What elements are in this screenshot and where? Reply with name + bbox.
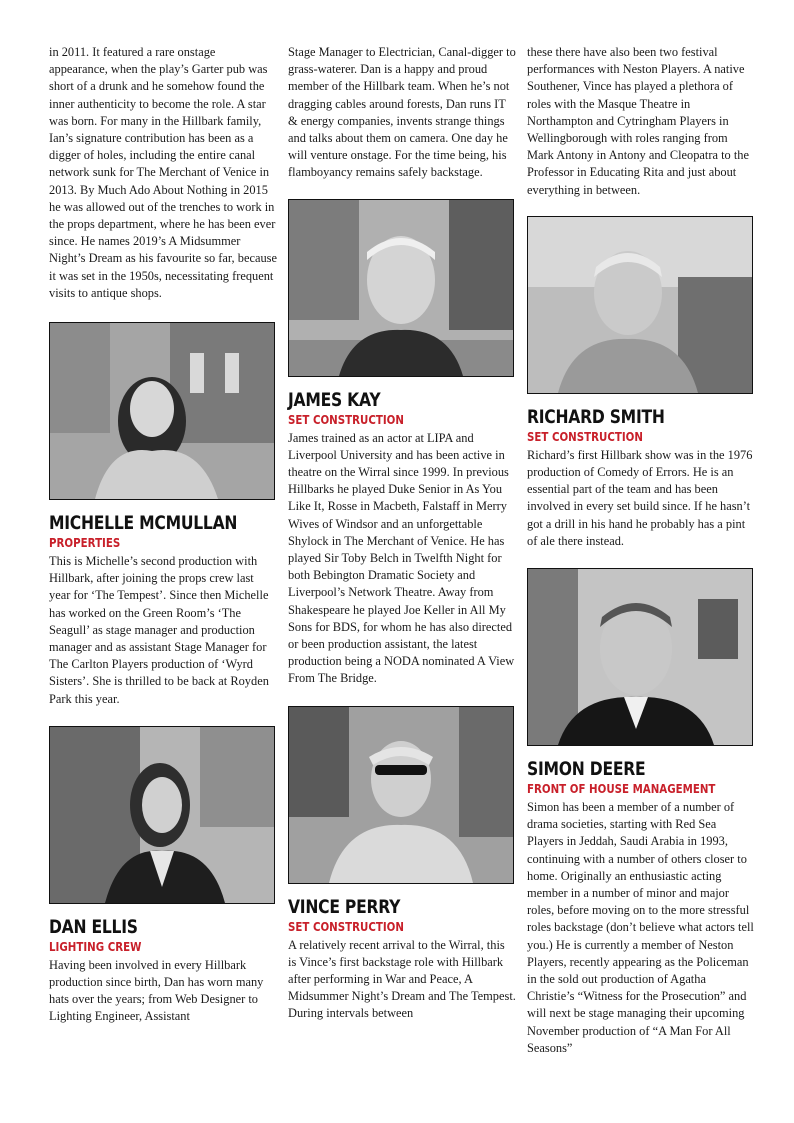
profile-role: PROPERTIES [49, 535, 121, 551]
simon-deere-photo [527, 568, 753, 746]
profile-name: DAN ELLIS [49, 915, 138, 938]
profile-bio: A relatively recent arrival to the Wirral, this is Vince’s first backstage role with Hillbark after performing in War and Peace, A Midsummer Night’s Dream and The Tempest. During intervals between [288, 937, 516, 1021]
profile-role: LIGHTING CREW [49, 938, 142, 954]
column-2 [288, 44, 516, 1023]
james-kay-photo [288, 199, 514, 377]
profile-name: SIMON DEERE [527, 758, 646, 781]
continued-bio-text: Stage Manager to Electrician, Canal-digger to grass-waterer. Dan is a happy and proud member of the Hillbark team. When he’s not dragging cables around forests, Dan runs IT & energy companies, invents strange things and talks about them on camera. One day he will venture onstage. For the time being, his flamboyancy remains safely backstage. [288, 45, 516, 180]
profile-name: VINCE PERRY [288, 895, 401, 918]
profile-role: FRONT OF HOUSE MANAGEMENT [527, 781, 716, 797]
column-1 [49, 44, 277, 1026]
column-3 [527, 44, 755, 1057]
richard-smith-photo [527, 216, 753, 394]
profile-role: SET CONSTRUCTION [527, 428, 643, 444]
vince-perry-photo [288, 706, 514, 884]
profile-bio: James trained as an actor at LIPA and Liverpool University and has been active in theatre on the Wirral since 1999. In previous Hillbarks he played Duke Senior in As You Like It, Rosse in Macbeth, Falstaff in Merry Wives of Windsor and an unforgettable Shylock in The Merchant of Venice. He has played Sir Toby Belch in Twelfth Night for both Bebington Dramatic Society and Liverpool’s Network Theatre. Away from Shakespeare he played Joe Keller in All My Sons for BDS, for whom he has also directed or been production assistant, the latest production being a NODA nominated A View From The Bridge. [288, 430, 515, 686]
profile-role: SET CONSTRUCTION [288, 918, 404, 934]
profile-bio: Having been involved in every Hillbark production since birth, Dan has worn many hats over the years; from Web Designer to Lighting Engineer, Assistant [49, 957, 264, 1024]
michelle-mcmullan-photo [49, 322, 275, 500]
continued-bio-text: in 2011. It featured a rare onstage appearance, when the play’s Garter pub was short of a drunk and he somehow found the inner authenticity to become the role. A star was born. For many in the Hillbark family, Ian’s signature contribution has been as a digger of holes, including the entire canal network sunk for The Merchant of Venice in 2013. By Much Ado About Nothing in 2015 he was allowed out of the trenches to work in the props department, where he has been ever since. He names 2019’s A Midsummer Night’s Dream as his favourite so far, because it was set in the 1950s, necessitating frequent visits to antique shops. [49, 45, 277, 300]
dan-ellis-photo [49, 726, 275, 904]
profile-role: SET CONSTRUCTION [288, 411, 404, 427]
profile-name: RICHARD SMITH [527, 405, 665, 428]
profile-name: JAMES KAY [288, 388, 381, 411]
continued-bio-text: these there have also been two festival performances with Neston Players. A native Southener, Vince has played a plethora of roles with the Masque Theatre in Northampton and Cytringham Players in Wellingborough with roles ranging from Mark Antony in Antony and Cleopatra to the Professor in Educating Rita and just about everything in between. [527, 45, 749, 197]
profile-name: MICHELLE MCMULLAN [49, 512, 238, 535]
profile-bio: Simon has been a member of a number of drama societies, starting with Red Sea Players in Jeddah, Saudi Arabia in 1993, continuing with a number of others closer to home. Originally an enthusiastic acting member in a number of minor and major roles, before moving on to the more stressful roles backstage (don’t believe what actors tell you.) He is currently a member of Neston Players, recently appearing as the Policeman in the sold out production of Agatha Christie’s “Witness for the Prosecution” and will next be stage managing their upcoming November production of “A Man For All Seasons” [527, 800, 754, 1055]
profile-bio: This is Michelle’s second production with Hillbark, after joining the props crew last year for ‘The Tempest’. Since then Michelle has worked on the Green Room’s ‘The Seagull’ as stage manager and production manager and as assistant Stage Manager for The Carlton Players production of ‘Wyrd Sisters’. She is thrilled to be back at Royden Park this year. [49, 554, 269, 706]
profile-bio: Richard’s first Hillbark show was in the 1976 production of Comedy of Errors. He is an essential part of the team and has been involved in every set build since. If he hasn’t got a drill in his hand he probably has a pint of ale there instead. [527, 447, 753, 548]
